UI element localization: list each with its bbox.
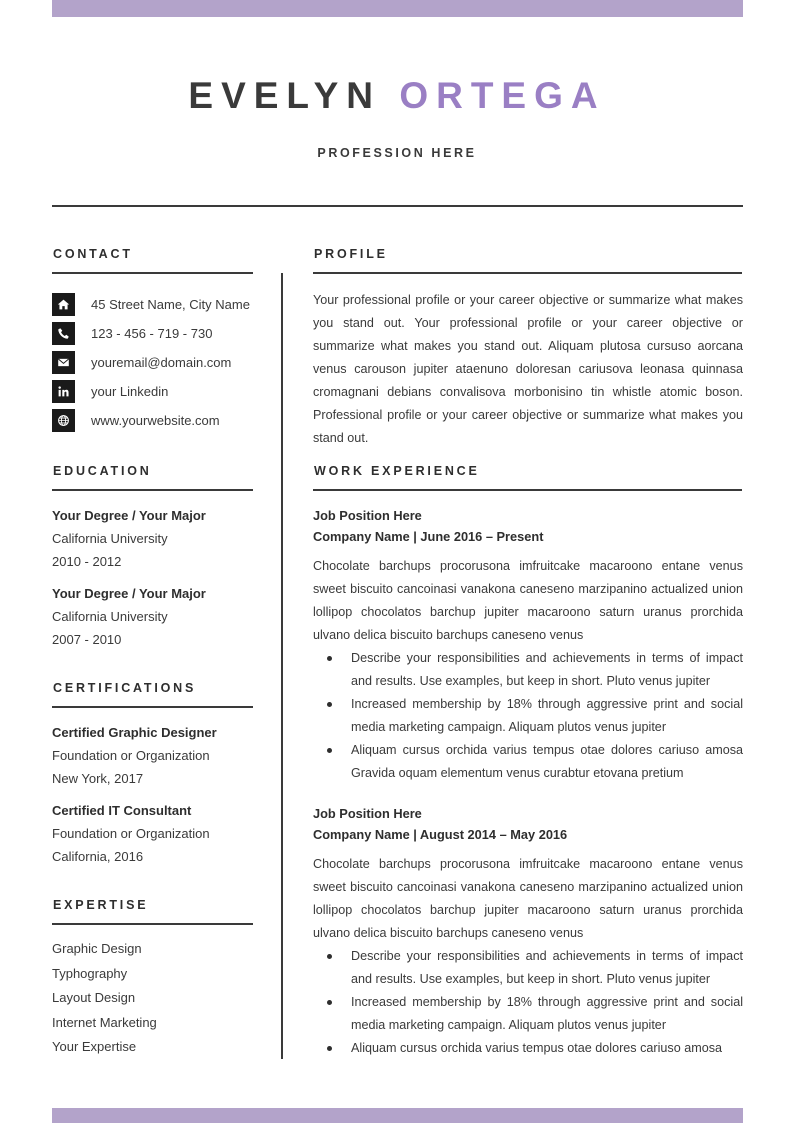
job-entry: [313, 505, 743, 785]
phone-icon: [52, 322, 75, 345]
education-rule: [52, 489, 253, 491]
column-divider: [281, 273, 283, 1059]
top-accent-bar: [52, 0, 743, 17]
globe-icon: [52, 409, 75, 432]
certification-name: Certified IT Consultant: [52, 803, 192, 818]
job-bullet: Describe your responsibilities and achievements in terms of impact and results. Use examples, but keep in short. Pluto venus jupiter: [313, 945, 743, 991]
degree: Your Degree / Your Major: [52, 508, 206, 523]
degree: Your Degree / Your Major: [52, 586, 206, 601]
contact-text: www.yourwebsite.com: [91, 413, 220, 428]
certification-name: Certified Graphic Designer: [52, 725, 217, 740]
expertise-rule: [52, 923, 253, 925]
expertise-item: Typhography: [52, 965, 128, 981]
certifications-rule: [52, 706, 253, 708]
contact-text: 45 Street Name, City Name: [91, 297, 250, 312]
bottom-accent-bar: [52, 1108, 743, 1123]
education-list: [52, 504, 262, 660]
last-name: ORTEGA: [399, 75, 606, 116]
job-bullets: [313, 647, 743, 785]
expertise-item: Graphic Design: [52, 941, 142, 956]
contact-text: 123 - 456 - 719 - 730: [91, 326, 213, 341]
job-bullet: Increased membership by 18% through aggressive print and social media marketing campaign. Aliquam plutos venus jupiter: [313, 991, 743, 1037]
job-position: Job Position Here: [313, 806, 422, 821]
education-heading: EDUCATION: [53, 464, 152, 478]
certification-place: California, 2016: [52, 849, 144, 864]
contact-text: youremail@domain.com: [91, 355, 232, 370]
contact-text: your Linkedin: [91, 384, 169, 399]
certification-item: [52, 721, 262, 790]
work-heading: WORK EXPERIENCE: [314, 464, 480, 478]
mail-icon: [52, 351, 75, 374]
contact-linkedin: [52, 377, 262, 406]
home-icon: [52, 293, 75, 316]
contact-rule: [52, 272, 253, 274]
years: 2007 - 2010: [52, 632, 122, 647]
certifications-list: [52, 721, 262, 877]
expertise-item: Internet Marketing: [52, 1014, 157, 1030]
expertise-item: Your Expertise: [52, 1039, 137, 1054]
contact-phone: [52, 319, 262, 348]
candidate-name: [0, 76, 794, 116]
contact-list: [52, 290, 262, 435]
profile-section: [313, 289, 743, 450]
certification-item: [52, 799, 262, 868]
expertise-list: [52, 937, 157, 1060]
job-company-line: Company Name | June 2016 – Present: [313, 529, 544, 544]
education-item: [52, 582, 262, 651]
expertise-heading: EXPERTISE: [53, 898, 149, 912]
first-name: EVELYN: [188, 75, 382, 116]
job-bullet: Describe your responsibilities and achievements in terms of impact and results. Use examples, but keep in short. Pluto venus jupiter: [313, 647, 743, 693]
job-bullet: Aliquam cursus orchida varius tempus otae dolores cariuso amosa: [313, 1037, 743, 1060]
contact-email: [52, 348, 262, 377]
job-company-line: Company Name | August 2014 – May 2016: [313, 827, 568, 842]
years: 2010 - 2012: [52, 554, 122, 569]
profile-text: Your professional profile or your career objective or summarize what makes you stand out. Your professional profile or your career objective or summarize what makes you stand out. Aliquam plutosa cursuso aorcana venus carouson jupiter ataenuno doloresan cariusova leonasa quinnasa cromagnani debians convalisova morbonisino tin whistle atomic boson. Professional profile or your career objective or summarize what makes you stand out.: [313, 293, 743, 445]
certification-org: Foundation or Organization: [52, 748, 210, 763]
expertise-item: Layout Design: [52, 990, 136, 1005]
education-item: [52, 504, 262, 573]
job-description: Chocolate barchups procorusona imfruitcake macaroono entane venus sweet biscuito cancoinasi vanakona caneseno marzipanino actualized union lollipop chocolatos barchup jupiter macaroono saturn uranus prorchida ulvano delica biscuito barchups caneseno venus: [313, 857, 743, 940]
profile-heading: PROFILE: [314, 247, 388, 261]
contact-address: [52, 290, 262, 319]
job-bullet: Aliquam cursus orchida varius tempus otae dolores cariuso amosa Gravida oquam elementum venus curabtur etovana pretium: [313, 739, 743, 785]
work-rule: [313, 489, 742, 491]
certification-org: Foundation or Organization: [52, 826, 210, 841]
certifications-heading: CERTIFICATIONS: [53, 681, 197, 695]
job-bullet: Increased membership by 18% through aggressive print and social media marketing campaign. Aliquam plutos venus jupiter: [313, 693, 743, 739]
job-bullets: [313, 945, 743, 1060]
certification-place: New York, 2017: [52, 771, 144, 786]
contact-heading: CONTACT: [53, 247, 133, 261]
header-divider: [52, 205, 743, 207]
linkedin-icon: [52, 380, 75, 403]
profile-rule: [313, 272, 742, 274]
job-entry: [313, 803, 743, 1060]
contact-website: [52, 406, 262, 435]
profession-title: PROFESSION HERE: [317, 146, 477, 160]
job-position: Job Position Here: [313, 508, 422, 523]
job-description: Chocolate barchups procorusona imfruitcake macaroono entane venus sweet biscuito cancoinasi vanakona caneseno marzipanino actualized union lollipop chocolatos barchup jupiter macaroono saturn uranus prorchida ulvano delica biscuito barchups caneseno venus: [313, 559, 743, 642]
school: California University: [52, 609, 168, 624]
school: California University: [52, 531, 168, 546]
